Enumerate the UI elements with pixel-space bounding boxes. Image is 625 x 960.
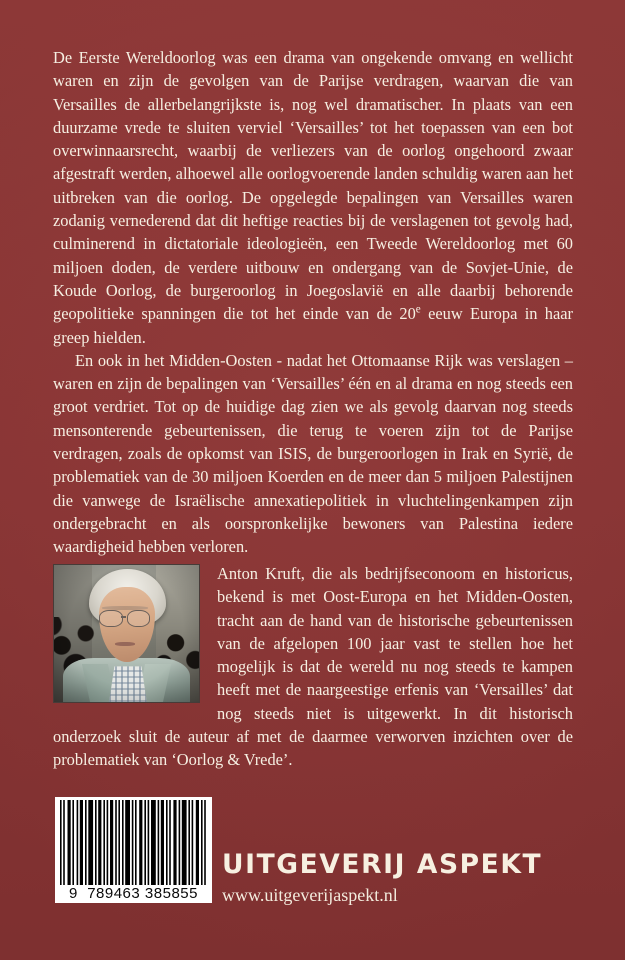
blurb-paragraph-1-tail: eeuw Europa in haar greep hielden. (53, 304, 573, 347)
blurb-paragraph-1-body: De Eerste Wereldoorlog was een drama van ongekende omvang en wellicht waren en zijn de gevolgen van de Parijse verdragen, waarvan die van Versailles de allerbelangrijkste is, nog wel dramatischer. In plaats van een duurzame vrede te sluiten verviel ‘Versailles’ tot het toepassen van een bot overwinnaarsrecht, waarbij de verliezers van de oorlog ongehoord zwaar afgestraft werden, alhoewel alle oorlogvoerende landen schuldig waren aan het uitbreken van die oorlog. De opgelegde bepalingen van Versailles waren zodanig vernederend dat dit heftige reacties bij de verslagenen tot gevolg had, culminerend in dictatoriale ideologieën, een Tweede Wereldoorlog met 60 miljoen doden, de verdere uitbouw en ondergang van de Sovjet-Unie, de Koude Oorlog, de burgeroorlog in Joegoslavië en alle daarbij behorende geopolitieke spanningen die tot het einde van de 20 (53, 48, 573, 324)
blurb-paragraph-1 (53, 46, 573, 349)
author-block (53, 562, 573, 772)
publisher-url[interactable]: www.uitgeverijaspekt.nl (222, 885, 398, 905)
publisher-name: UITGEVERIJ ASPEKT (222, 849, 543, 880)
author-portrait (53, 564, 200, 703)
isbn-digits: 9 789463 385855 (69, 885, 198, 902)
author-bio-text: Anton Kruft, die als bedrijfseconoom en historicus, bekend is met Oost-Europa en het Midden-Oosten, tracht aan de hand van de historische gebeurtenissen van de afgelopen 100 jaar vast te stellen hoe het mogelijk is dat de wereld nu nog steeds te kampen heeft met de naargeestige erfenis van ‘Versailles’ dat nog steeds niet is uitgewerkt. In dit historisch onderzoek sluit de auteur af met de daarmee verworven inzichten over de problematiek van ‘Oorlog & Vrede’. (53, 564, 573, 770)
century-superscript: e (415, 303, 421, 316)
publisher-block (222, 850, 542, 907)
isbn-barcode (55, 797, 212, 903)
blurb-text (53, 46, 573, 559)
portrait-vignette (54, 565, 199, 702)
blurb-paragraph-2: En ook in het Midden-Oosten - nadat het Ottomaanse Rijk was verslagen – waren en zijn de bepalingen van ‘Versailles’ één en al drama en nog steeds een groot verdriet. Tot op de huidige dag zien we als gevolg daarvan nog steeds mensonterende gebeurtenissen, die terug te voeren zijn tot de Parijse verdragen, zoals de opkomst van ISIS, de burgeroorlogen in Irak en Syrië, de problematiek van de 30 miljoen Koerden en de meer dan 5 miljoen Palestijnen die vanwege de Israëlische annexatiepolitiek in vluchtelingenkampen zijn ondergebracht en als oorspronkelijke bewoners van Palestina iedere waardigheid hebben verloren. (53, 350, 573, 557)
barcode-bars (60, 800, 207, 885)
